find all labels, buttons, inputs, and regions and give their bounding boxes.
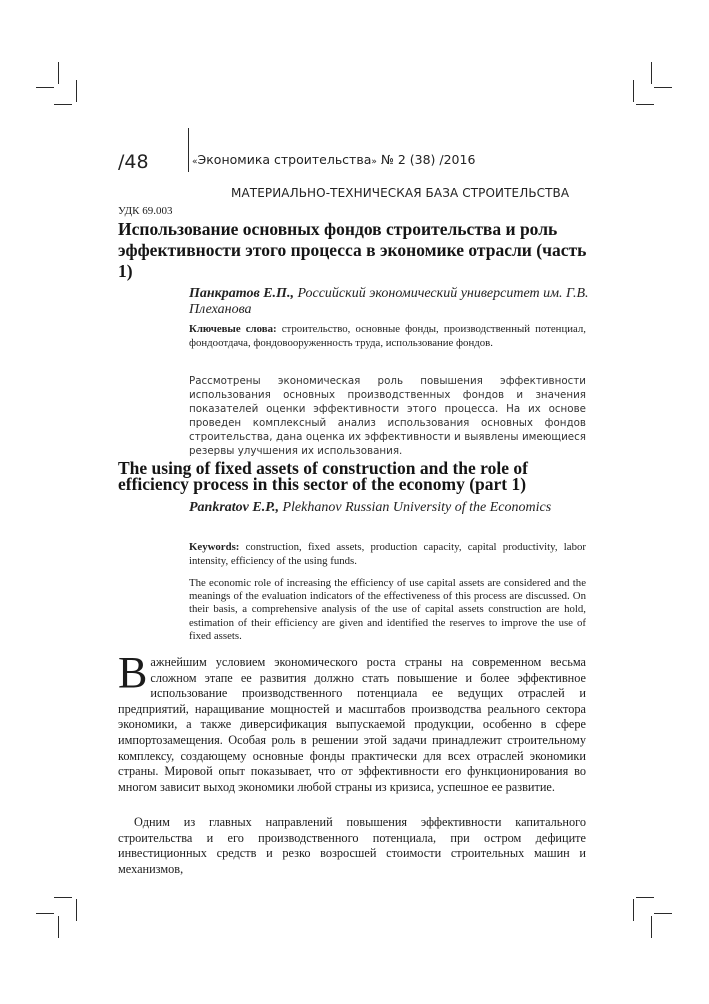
crop-mark-top-left <box>54 104 72 105</box>
crop-mark-bottom-left <box>54 897 72 898</box>
body-paragraph-1 <box>118 648 586 795</box>
body-paragraph-1-text: ажнейшим условием экономического роста страны на современном весьма сложном этапе ее развития должно стать повышение и более эффективное использование производственного потенциала ее ведущих отраслей и предприятий, наращивание мощностей и масштабов производства реального сектора экономики, а также диверсификация выпускаемой продукции, особенно в сфере импортозамещения. Особая роль в решении этой задачи принадлежит строительному комплексу, создающему основные фонды практически для всех отраслей экономики страны. Мировой опыт показывает, что от эффективности его функционирования во многом зависит выход экономики любой страны из кризиса, успешное ее развитие. <box>118 655 586 794</box>
article-title-ru: Использование основных фондов строительства и роль эффективности этого процесса в экономике отрасли (часть 1) <box>118 219 587 281</box>
keywords-label-en: Keywords: <box>189 541 240 553</box>
author-en <box>189 500 589 516</box>
journal-header <box>192 152 475 167</box>
header-divider <box>188 128 189 172</box>
udk-code: УДК 69.003 <box>118 205 173 217</box>
crop-mark-bottom-right <box>651 916 652 938</box>
keywords-ru <box>189 322 586 350</box>
crop-mark-bottom-left <box>76 899 77 921</box>
crop-mark-bottom-right <box>636 897 654 898</box>
author-ru <box>189 286 589 318</box>
crop-mark-top-left <box>36 87 54 88</box>
author-name-ru: Панкратов Е.П., <box>189 286 294 301</box>
author-affiliation-en: Plekhanov Russian University of the Economics <box>278 500 552 515</box>
crop-mark-top-right <box>633 80 634 102</box>
crop-mark-top-right <box>654 87 672 88</box>
crop-mark-top-left <box>58 62 59 84</box>
abstract-en: The economic role of increasing the efficiency of use capital assets are considered and the meanings of the evaluation indicators of the effectiveness of this process are discussed. On their basis, a comprehensive analysis of the use of capital assets construction are hold, estimation of their efficiency are given and identified the reserves to improve the use of fixed assets. <box>189 577 586 642</box>
journal-name: Экономика строительства <box>197 152 372 167</box>
keywords-label-ru: Ключевые слова: <box>189 323 277 335</box>
crop-mark-top-left <box>76 80 77 102</box>
keywords-text-en: construction, fixed assets, production capacity, capital productivity, labor intensity, efficiency of the using funds. <box>189 541 586 567</box>
crop-mark-bottom-right <box>654 913 672 914</box>
crop-mark-bottom-left <box>58 916 59 938</box>
keywords-text-ru: строительство, основные фонды, производственный потенциал, фондоотдача, фондовооруженность труда, использование фондов. <box>189 323 586 349</box>
journal-issue: № 2 (38) /2016 <box>376 152 476 167</box>
drop-cap: В <box>118 648 148 697</box>
author-affiliation-ru: Российский экономический университет им. Г.В. Плеханова <box>189 286 589 317</box>
journal-close-quote: » <box>371 157 377 167</box>
abstract-ru: Рассмотрены экономическая роль повышения эффективности использования основных производственных фондов и значения показателей оценки эффективности этого процесса. На их основе проведен комплексный анализ использования основных фондов строительства, дана оценка их эффективности и выявлены имеющиеся резервы улучшения их использования. <box>189 375 586 457</box>
crop-mark-bottom-right <box>633 899 634 921</box>
author-name-en: Pankratov E.P., <box>189 500 279 515</box>
crop-mark-top-right <box>636 104 654 105</box>
body-paragraph-2: Одним из главных направлений повышения эффективности капитального строительства и его производственного потенциала, при остром дефиците инвестиционных средств и резко возросшей стоимости строительных машин и механизмов, <box>118 815 586 876</box>
article-title-en: The using of fixed assets of construction and the role of efficiency process in this sector of the economy (part 1) <box>118 458 528 494</box>
crop-mark-top-right <box>651 62 652 84</box>
page-number: /48 <box>118 151 149 173</box>
crop-mark-bottom-left <box>36 913 54 914</box>
section-title: МАТЕРИАЛЬНО-ТЕХНИЧЕСКАЯ БАЗА СТРОИТЕЛЬСТВА <box>231 186 570 200</box>
journal-open-quote: « <box>192 157 198 167</box>
keywords-en <box>189 540 586 568</box>
